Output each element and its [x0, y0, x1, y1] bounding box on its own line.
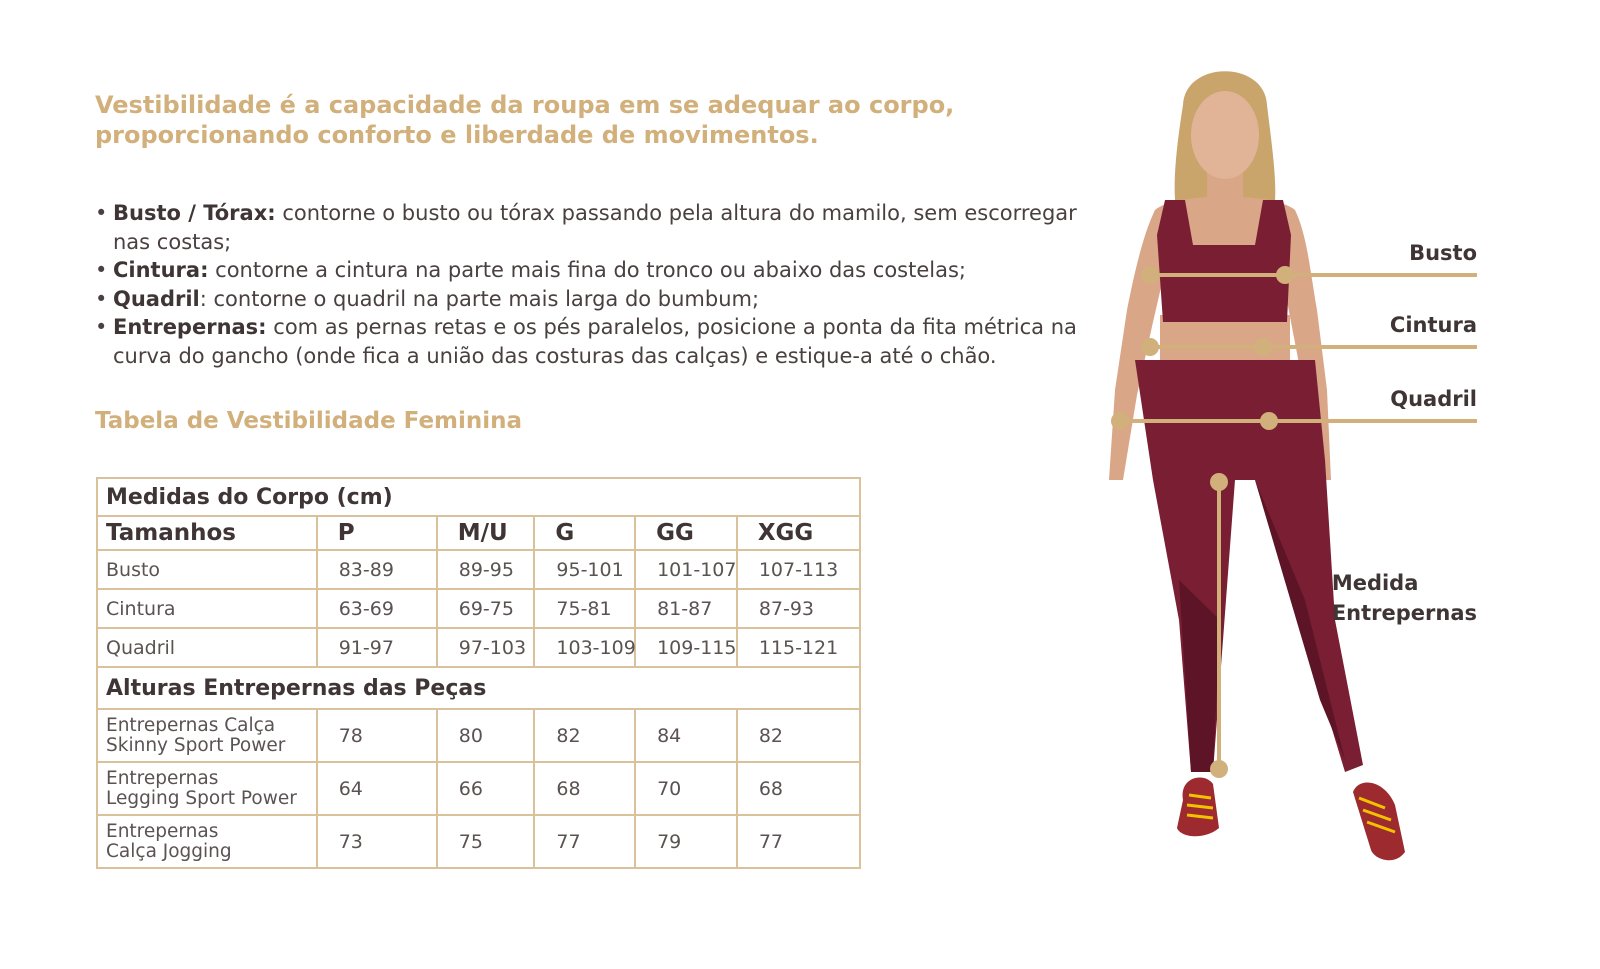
row-label: Cintura: [97, 589, 317, 628]
table-cell: 70: [635, 762, 737, 815]
table-cell: 75: [437, 815, 535, 868]
inseam-guide-dot: [1210, 473, 1228, 491]
instruction-text: contorne o busto ou tórax passando pela altura do mamilo, sem escorregar nas costas;: [113, 201, 1077, 254]
header-cell: M/U: [437, 516, 535, 550]
measurement-instructions: [95, 199, 1095, 370]
label-inseam-line: Medida: [1331, 571, 1419, 595]
table-cell: 107-113: [737, 550, 860, 589]
table-row: [97, 709, 860, 762]
table-cell: 75-81: [534, 589, 635, 628]
label-bust: Busto: [1409, 241, 1477, 265]
table-cell: 80: [437, 709, 535, 762]
hip-guide-dot: [1260, 412, 1278, 430]
instruction-hip: [95, 285, 1095, 314]
row-label-line: Calça Jogging: [106, 840, 232, 862]
table-cell: 66: [437, 762, 535, 815]
header-cell: P: [317, 516, 437, 550]
inseam-guide-dot: [1210, 760, 1228, 778]
shoe-right: [1353, 782, 1405, 860]
header-cell: Tamanhos: [97, 516, 317, 550]
table-cell: 78: [317, 709, 437, 762]
intro-line-1: Vestibilidade é a capacidade da roupa em se adequar ao corpo,: [95, 91, 955, 119]
face-shape: [1191, 91, 1259, 179]
model-figure: [1095, 60, 1515, 900]
table-cell: 82: [737, 709, 860, 762]
table-cell: 101-107: [635, 550, 737, 589]
table-cell: 73: [317, 815, 437, 868]
model-illustration: [1095, 60, 1515, 900]
instruction-term: Entrepernas:: [113, 315, 267, 339]
table-cell: 64: [317, 762, 437, 815]
intro-line-2: proporcionando conforto e liberdade de movimentos.: [95, 121, 819, 149]
table-row: [97, 815, 860, 868]
row-label: [97, 709, 317, 762]
section-heading-body-measures: Medidas do Corpo (cm): [97, 478, 860, 516]
row-label-line: Entrepernas: [106, 767, 219, 789]
row-label: [97, 815, 317, 868]
bust-guide-dot: [1141, 266, 1159, 284]
table-row: [97, 628, 860, 667]
label-hip: Quadril: [1390, 387, 1477, 411]
instruction-inseam: [95, 313, 1095, 370]
table-cell: 81-87: [635, 589, 737, 628]
hip-guide-dot: [1111, 412, 1129, 430]
table-cell: 77: [737, 815, 860, 868]
table-title: Tabela de Vestibilidade Feminina: [95, 408, 523, 434]
waist-guide-dot: [1141, 338, 1159, 356]
table-row: [97, 589, 860, 628]
table-cell: 89-95: [437, 550, 535, 589]
table-cell: 79: [635, 815, 737, 868]
table-cell: 83-89: [317, 550, 437, 589]
table-cell: 63-69: [317, 589, 437, 628]
instruction-waist: [95, 256, 1095, 285]
instruction-text: : contorne o quadril na parte mais larga do bumbum;: [199, 286, 760, 311]
header-cell: G: [534, 516, 635, 550]
row-label: Quadril: [97, 628, 317, 667]
table-row: [97, 762, 860, 815]
section-heading-inseam: Alturas Entrepernas das Peças: [97, 667, 860, 709]
table-cell: 82: [534, 709, 635, 762]
table-cell: 109-115: [635, 628, 737, 667]
table-cell: 69-75: [437, 589, 535, 628]
table-cell: 97-103: [437, 628, 535, 667]
header-cell: GG: [635, 516, 737, 550]
intro-heading: [95, 90, 955, 150]
label-inseam: [1332, 568, 1477, 628]
instruction-text: contorne a cintura na parte mais fina do tronco ou abaixo das costelas;: [208, 258, 966, 282]
row-label: Busto: [97, 550, 317, 589]
size-table: [96, 477, 861, 869]
header-cell: XGG: [737, 516, 860, 550]
bust-guide-dot: [1276, 266, 1294, 284]
instruction-bust: [95, 199, 1095, 256]
row-label-line: Legging Sport Power: [106, 787, 297, 809]
table-cell: 87-93: [737, 589, 860, 628]
instruction-term: Cintura:: [113, 258, 209, 282]
row-label: [97, 762, 317, 815]
row-label-line: Entrepernas: [106, 820, 219, 842]
table-cell: 68: [737, 762, 860, 815]
table-cell: 84: [635, 709, 737, 762]
label-inseam-line: Entrepernas: [1331, 601, 1477, 625]
table-cell: 77: [534, 815, 635, 868]
table-cell: 115-121: [737, 628, 860, 667]
instruction-term: Quadril: [113, 286, 200, 311]
table-row: [97, 550, 860, 589]
table-cell: 103-109: [534, 628, 635, 667]
table-cell: 91-97: [317, 628, 437, 667]
instruction-term: Busto / Tórax:: [113, 201, 276, 225]
label-waist: Cintura: [1389, 313, 1477, 337]
table-cell: 95-101: [534, 550, 635, 589]
row-label-line: Skinny Sport Power: [106, 734, 286, 756]
instruction-text: com as pernas retas e os pés paralelos, posicione a ponta da fita métrica na curva do gancho (onde fica a união das costuras das calças) e estique-a até o chão.: [113, 315, 1077, 368]
waist-guide-dot: [1254, 338, 1272, 356]
table-cell: 68: [534, 762, 635, 815]
row-label-line: Entrepernas Calça: [106, 714, 276, 736]
midriff-shape: [1160, 315, 1290, 363]
